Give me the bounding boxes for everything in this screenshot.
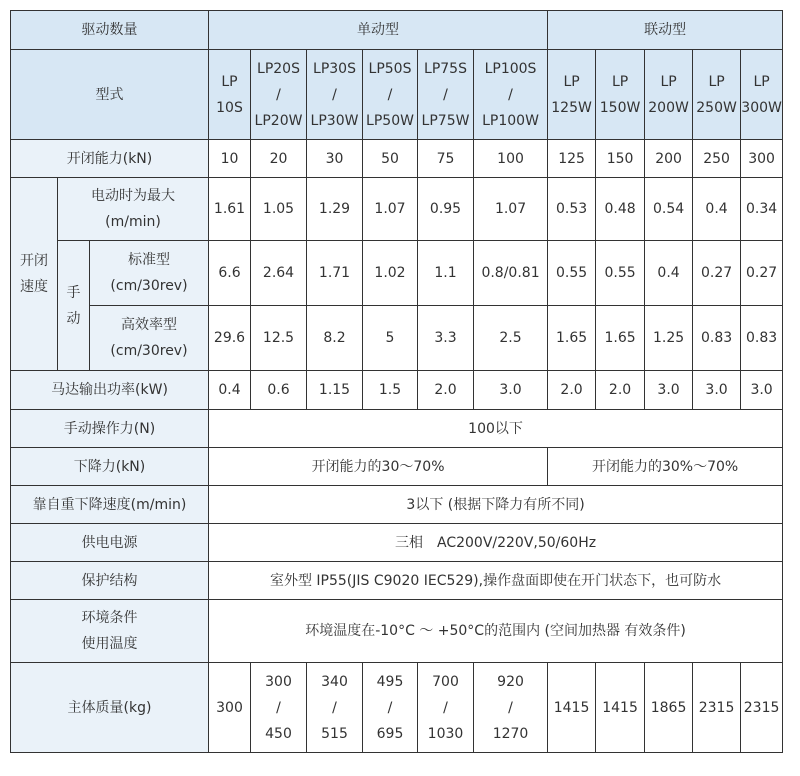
model-line: LP100S	[484, 60, 537, 77]
electric-speed-value: 0.53	[548, 178, 596, 241]
model-cell	[209, 50, 251, 140]
electric-speed-value: 0.48	[596, 178, 645, 241]
mass-line: 495	[376, 673, 404, 690]
mass-line: 300	[265, 673, 292, 690]
mass-value	[251, 663, 307, 753]
model-line: LP	[753, 73, 770, 90]
power-value: 三相 AC200V/220V,50/60Hz	[209, 524, 783, 562]
manual-group-line: 手	[66, 284, 81, 301]
model-line: LP100W	[482, 112, 539, 129]
model-line: LP	[660, 73, 677, 90]
mass-label: 主体质量(kg)	[11, 663, 209, 753]
standard-value: 1.02	[363, 241, 418, 306]
mass-value	[363, 663, 418, 753]
model-cell	[307, 50, 363, 140]
model-cell	[741, 50, 783, 140]
motor-value: 3.0	[693, 371, 741, 410]
standard-value: 0.55	[548, 241, 596, 306]
capacity-value: 30	[307, 140, 363, 178]
standard-line: (cm/30rev)	[110, 278, 188, 294]
motor-value: 0.6	[251, 371, 307, 410]
protection-label: 保护结构	[11, 562, 209, 600]
mass-value	[307, 663, 363, 753]
motor-value: 3.0	[645, 371, 693, 410]
electric-speed-value: 0.4	[693, 178, 741, 241]
mass-line: 700	[432, 673, 459, 690]
capacity-value: 20	[251, 140, 307, 178]
mass-line: /	[332, 699, 337, 716]
model-line: LP20S	[257, 60, 300, 77]
power-label: 供电电源	[11, 524, 209, 562]
efficient-value: 12.5	[251, 306, 307, 371]
manual-force-label: 手动操作力(N)	[11, 410, 209, 448]
mass-value	[596, 663, 645, 753]
model-cell	[645, 50, 693, 140]
efficient-line: 高效率型	[121, 317, 177, 333]
model-cell	[363, 50, 418, 140]
capacity-value: 300	[741, 140, 783, 178]
model-line: LP30S	[313, 60, 356, 77]
down-force-label: 下降力(kN)	[11, 448, 209, 486]
mass-line: 340	[321, 673, 348, 690]
speed-group-line: 速度	[20, 279, 48, 295]
protection-value: 室外型 IP55(JIS C9020 IEC529),操作盘面即使在开门状态下，也可防水	[209, 562, 783, 600]
manual-group-label	[58, 241, 90, 371]
mass-value	[209, 663, 251, 753]
model-line: 150W	[599, 99, 641, 116]
mass-value	[418, 663, 474, 753]
mass-line: 695	[376, 725, 404, 742]
single-type-header: 单动型	[209, 11, 548, 50]
speed-group-line: 开闭	[20, 253, 48, 269]
motor-value: 1.5	[363, 371, 418, 410]
linked-type-header: 联动型	[548, 11, 783, 50]
standard-value: 1.71	[307, 241, 363, 306]
environment-label	[11, 600, 209, 663]
mass-value	[741, 663, 783, 753]
mass-line: 515	[321, 725, 348, 742]
standard-value: 2.64	[251, 241, 307, 306]
model-line: 10S	[216, 99, 243, 116]
standard-value: 0.4	[645, 241, 693, 306]
efficient-value: 0.83	[693, 306, 741, 371]
capacity-value: 125	[548, 140, 596, 178]
model-cell	[596, 50, 645, 140]
model-line: LP	[221, 73, 238, 90]
capacity-value: 250	[693, 140, 741, 178]
standard-value: 0.8/0.81	[474, 241, 548, 306]
efficient-value: 1.25	[645, 306, 693, 371]
motor-value: 2.0	[596, 371, 645, 410]
drive-count-header: 驱动数量	[11, 11, 209, 50]
manual-group-line: 动	[66, 310, 81, 327]
efficient-value: 8.2	[307, 306, 363, 371]
model-cell	[418, 50, 474, 140]
electric-speed-value: 1.07	[363, 178, 418, 241]
model-line: LP30W	[310, 112, 359, 129]
electric-speed-value: 1.29	[307, 178, 363, 241]
mass-line: /	[508, 699, 513, 716]
self-weight-value: 3以下 (根据下降力有所不同)	[209, 486, 783, 524]
model-line: 125W	[551, 99, 592, 116]
self-weight-label: 靠自重下降速度(m/min)	[11, 486, 209, 524]
model-line: LP50W	[366, 112, 414, 129]
speed-group-label	[11, 178, 58, 371]
electric-speed-value: 0.34	[741, 178, 783, 241]
electric-speed-value: 1.61	[209, 178, 251, 241]
capacity-value: 75	[418, 140, 474, 178]
model-label: 型式	[11, 50, 209, 140]
mass-line: 1030	[427, 725, 464, 742]
electric-speed-value: 1.07	[474, 178, 548, 241]
efficient-line: (cm/30rev)	[110, 343, 188, 359]
mass-line: 1415	[602, 699, 638, 716]
model-row	[11, 50, 783, 140]
model-line: 300W	[741, 99, 782, 116]
capacity-label: 开闭能力(kN)	[11, 140, 209, 178]
efficient-value: 29.6	[209, 306, 251, 371]
efficient-value: 5	[363, 306, 418, 371]
model-line: /	[508, 86, 513, 103]
motor-value: 2.0	[418, 371, 474, 410]
efficient-value: 1.65	[596, 306, 645, 371]
motor-value: 3.0	[741, 371, 783, 410]
mass-line: /	[276, 699, 281, 716]
motor-value: 2.0	[548, 371, 596, 410]
mass-line: 920	[497, 673, 524, 690]
efficient-value: 3.3	[418, 306, 474, 371]
manual-force-value: 100以下	[209, 410, 783, 448]
mass-line: 2315	[743, 699, 780, 716]
model-line: LP	[708, 73, 725, 90]
electric-speed-label	[58, 178, 209, 241]
model-line: /	[276, 86, 281, 103]
model-cell	[548, 50, 596, 140]
mass-line: 1415	[553, 699, 590, 716]
mass-line: 450	[265, 725, 292, 742]
motor-value: 1.15	[307, 371, 363, 410]
capacity-value: 50	[363, 140, 418, 178]
capacity-value: 200	[645, 140, 693, 178]
model-line: 200W	[648, 99, 689, 116]
efficient-value: 0.83	[741, 306, 783, 371]
mass-line: /	[387, 699, 393, 716]
mass-line: 2315	[698, 699, 735, 716]
mass-value	[645, 663, 693, 753]
motor-value: 3.0	[474, 371, 548, 410]
model-line: /	[443, 86, 448, 103]
model-line: LP75S	[424, 60, 467, 77]
model-line: 250W	[696, 99, 737, 116]
electric-speed-value: 0.54	[645, 178, 693, 241]
standard-value: 0.55	[596, 241, 645, 306]
mass-line: 1270	[492, 725, 529, 742]
electric-speed-value: 0.95	[418, 178, 474, 241]
model-cell	[693, 50, 741, 140]
efficient-label	[90, 306, 209, 371]
electric-speed-value: 1.05	[251, 178, 307, 241]
standard-label	[90, 241, 209, 306]
electric-speed-line: 电动时为最大	[91, 188, 175, 204]
model-line: LP75W	[421, 112, 470, 129]
model-cell	[251, 50, 307, 140]
model-line: LP	[611, 73, 629, 90]
environment-value: 环境温度在-10°C ～ +50°C的范围内 (空间加热器 有效条件)	[209, 600, 783, 663]
down-force-linked-value: 开闭能力的30%～70%	[548, 448, 783, 486]
capacity-value: 100	[474, 140, 548, 178]
electric-speed-line: (m/min)	[105, 214, 161, 230]
mass-line: 300	[216, 699, 243, 716]
motor-label: 马达输出功率(kW)	[11, 371, 209, 410]
standard-value: 6.6	[209, 241, 251, 306]
spec-table	[10, 10, 783, 753]
mass-value	[693, 663, 741, 753]
model-line: LP50S	[368, 60, 412, 77]
environment-line: 使用温度	[81, 636, 138, 652]
model-line: /	[332, 86, 337, 103]
efficient-value: 2.5	[474, 306, 548, 371]
model-line: /	[387, 86, 393, 103]
motor-value: 0.4	[209, 371, 251, 410]
standard-value: 0.27	[693, 241, 741, 306]
down-force-single-value: 开闭能力的30～70%	[209, 448, 548, 486]
standard-value: 0.27	[741, 241, 783, 306]
mass-value	[548, 663, 596, 753]
mass-line: /	[443, 699, 448, 716]
environment-line: 环境条件	[81, 610, 138, 626]
model-line: LP	[563, 73, 580, 90]
standard-line: 标准型	[128, 252, 170, 268]
model-line: LP20W	[254, 112, 303, 129]
standard-value: 1.1	[418, 241, 474, 306]
efficient-value: 1.65	[548, 306, 596, 371]
model-cell	[474, 50, 548, 140]
capacity-value: 10	[209, 140, 251, 178]
mass-line: 1865	[650, 699, 687, 716]
capacity-value: 150	[596, 140, 645, 178]
mass-value	[474, 663, 548, 753]
